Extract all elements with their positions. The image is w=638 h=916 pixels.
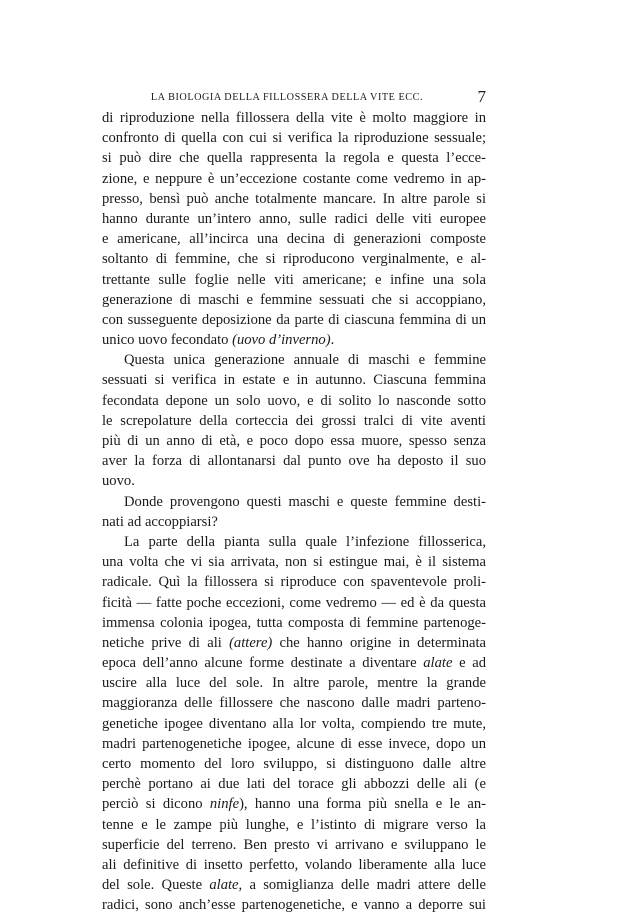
line-segment: ), hanno una forma più snella e le an- <box>239 796 487 813</box>
text-line: fecondata depone un solo uovo, e di solito lo nasconde sotto <box>102 392 486 409</box>
text-line: zione, e neppure è un’eccezione costante come vedremo in ap- <box>102 170 486 187</box>
text-line: più di un anno di età, e poco dopo essa muore, spesso senza <box>102 433 486 449</box>
text-line: si può dire che quella rappresenta la regola e questa l’ecce- <box>102 150 486 167</box>
text-line: uovo. <box>102 473 135 490</box>
italic-term: ninfe <box>209 796 240 813</box>
text-line: generazione di maschi e femmine sessuati che si accoppiano, <box>102 291 486 308</box>
text-line: radicale. Quì la fillossera si riproduce con spaventevole proli- <box>102 574 486 591</box>
running-title: LA BIOLOGIA DELLA FILLOSSERA DELLA VITE ECC. <box>150 92 424 103</box>
text-line: madri partenogenetiche ipogee, alcune di esse invece, dopo un <box>102 735 486 752</box>
line-segment: epoca dell’anno alcune forme destinate a diventare <box>102 655 424 672</box>
page-number: 7 <box>477 87 486 106</box>
line-segment: , a somiglianza delle madri attere delle <box>238 877 486 894</box>
text-line: confronto di quella con cui si verifica la riproduzione sessuale; <box>102 130 486 147</box>
line-segment: unico uovo fecondato <box>102 332 233 349</box>
italic-term: (uovo d’inverno) <box>232 332 331 349</box>
text-line: hanno durante un’intero anno, sulle radici delle viti europee <box>102 210 486 227</box>
text-line <box>102 794 486 814</box>
text-line <box>102 633 486 653</box>
text-line: maggioranza delle fillossere che nascono dalle madri parteno- <box>102 695 486 712</box>
text-line: le screpolature della corteccia dei grossi tralci di vite aventi <box>102 412 486 429</box>
text-line: soltanto di femmine, che si riproducono verginalmente, e al- <box>102 251 486 268</box>
text-line: genetiche ipogee diventano alla lor volta, compiendo tre mute, <box>102 715 486 732</box>
text-line <box>102 653 486 673</box>
line-segment: che hanno origine in determinata <box>272 634 487 651</box>
text-line: nati ad accoppiarsi? <box>102 513 218 530</box>
text-line: aver la forza di allontanarsi dal punto ove ha deposto il suo <box>102 453 486 470</box>
italic-term: alate <box>209 877 239 894</box>
text-line: ali definitive di insetto perfetto, volando liberamente alla luce <box>102 856 486 873</box>
text-line <box>102 330 486 350</box>
italic-term: (attere) <box>229 634 273 651</box>
text-line: sessuati si verifica in estate e in autunno. Ciascuna femmina <box>102 372 486 389</box>
text-line: Questa unica generazione annuale di maschi e femmine <box>124 352 486 369</box>
italic-term: alate <box>423 655 453 672</box>
line-segment: . <box>330 332 335 349</box>
body-text <box>102 108 486 916</box>
text-line <box>102 875 486 895</box>
text-line: con susseguente deposizione da parte di ciascuna femmina di un <box>102 311 486 328</box>
line-segment: netiche prive di ali <box>102 634 230 651</box>
text-line: superficie del terreno. Ben presto vi arrivano e sviluppano le <box>102 836 486 853</box>
text-line: una volta che vi sia arrivata, non si estingue mai, è il sistema <box>102 554 486 571</box>
text-line: e americane, all’incirca una decina di generazioni composte <box>102 231 486 248</box>
line-segment: perciò si dicono <box>102 796 210 813</box>
line-segment: e ad <box>452 655 486 672</box>
text-line: ficità — fatte poche eccezioni, come vedremo — ed è da questa <box>102 594 486 611</box>
text-line: immensa colonia ipogea, tutta composta di femmine partenoge- <box>102 614 486 631</box>
line-segment: del sole. Queste <box>102 877 210 894</box>
text-line: Donde provengono questi maschi e queste femmine desti- <box>124 493 486 510</box>
text-line: presso, bensì può anche totalmente mancare. In altre parole si <box>102 190 486 207</box>
running-head <box>102 89 486 107</box>
text-line: radici, sono anch’esse partenogenetiche, e vanno a deporre sui <box>102 897 486 914</box>
text-line: perchè portano ai due lati del torace gli abbozzi delle ali (e <box>102 776 486 793</box>
text-line: uscire alla luce del sole. In altre parole, mentre la grande <box>102 675 486 692</box>
text-line: La parte della pianta sulla quale l’infezione fillosserica, <box>124 533 486 550</box>
text-line: tenne e le zampe più lunghe, e l’istinto di migrare verso la <box>102 816 486 833</box>
text-line: di riproduzione nella fillossera della vite è molto maggiore in <box>102 110 486 126</box>
text-line: trettante sulle foglie nelle viti americane; e infine una sola <box>102 271 486 288</box>
text-line: certo momento del loro sviluppo, si distinguono dalle altre <box>102 756 486 772</box>
